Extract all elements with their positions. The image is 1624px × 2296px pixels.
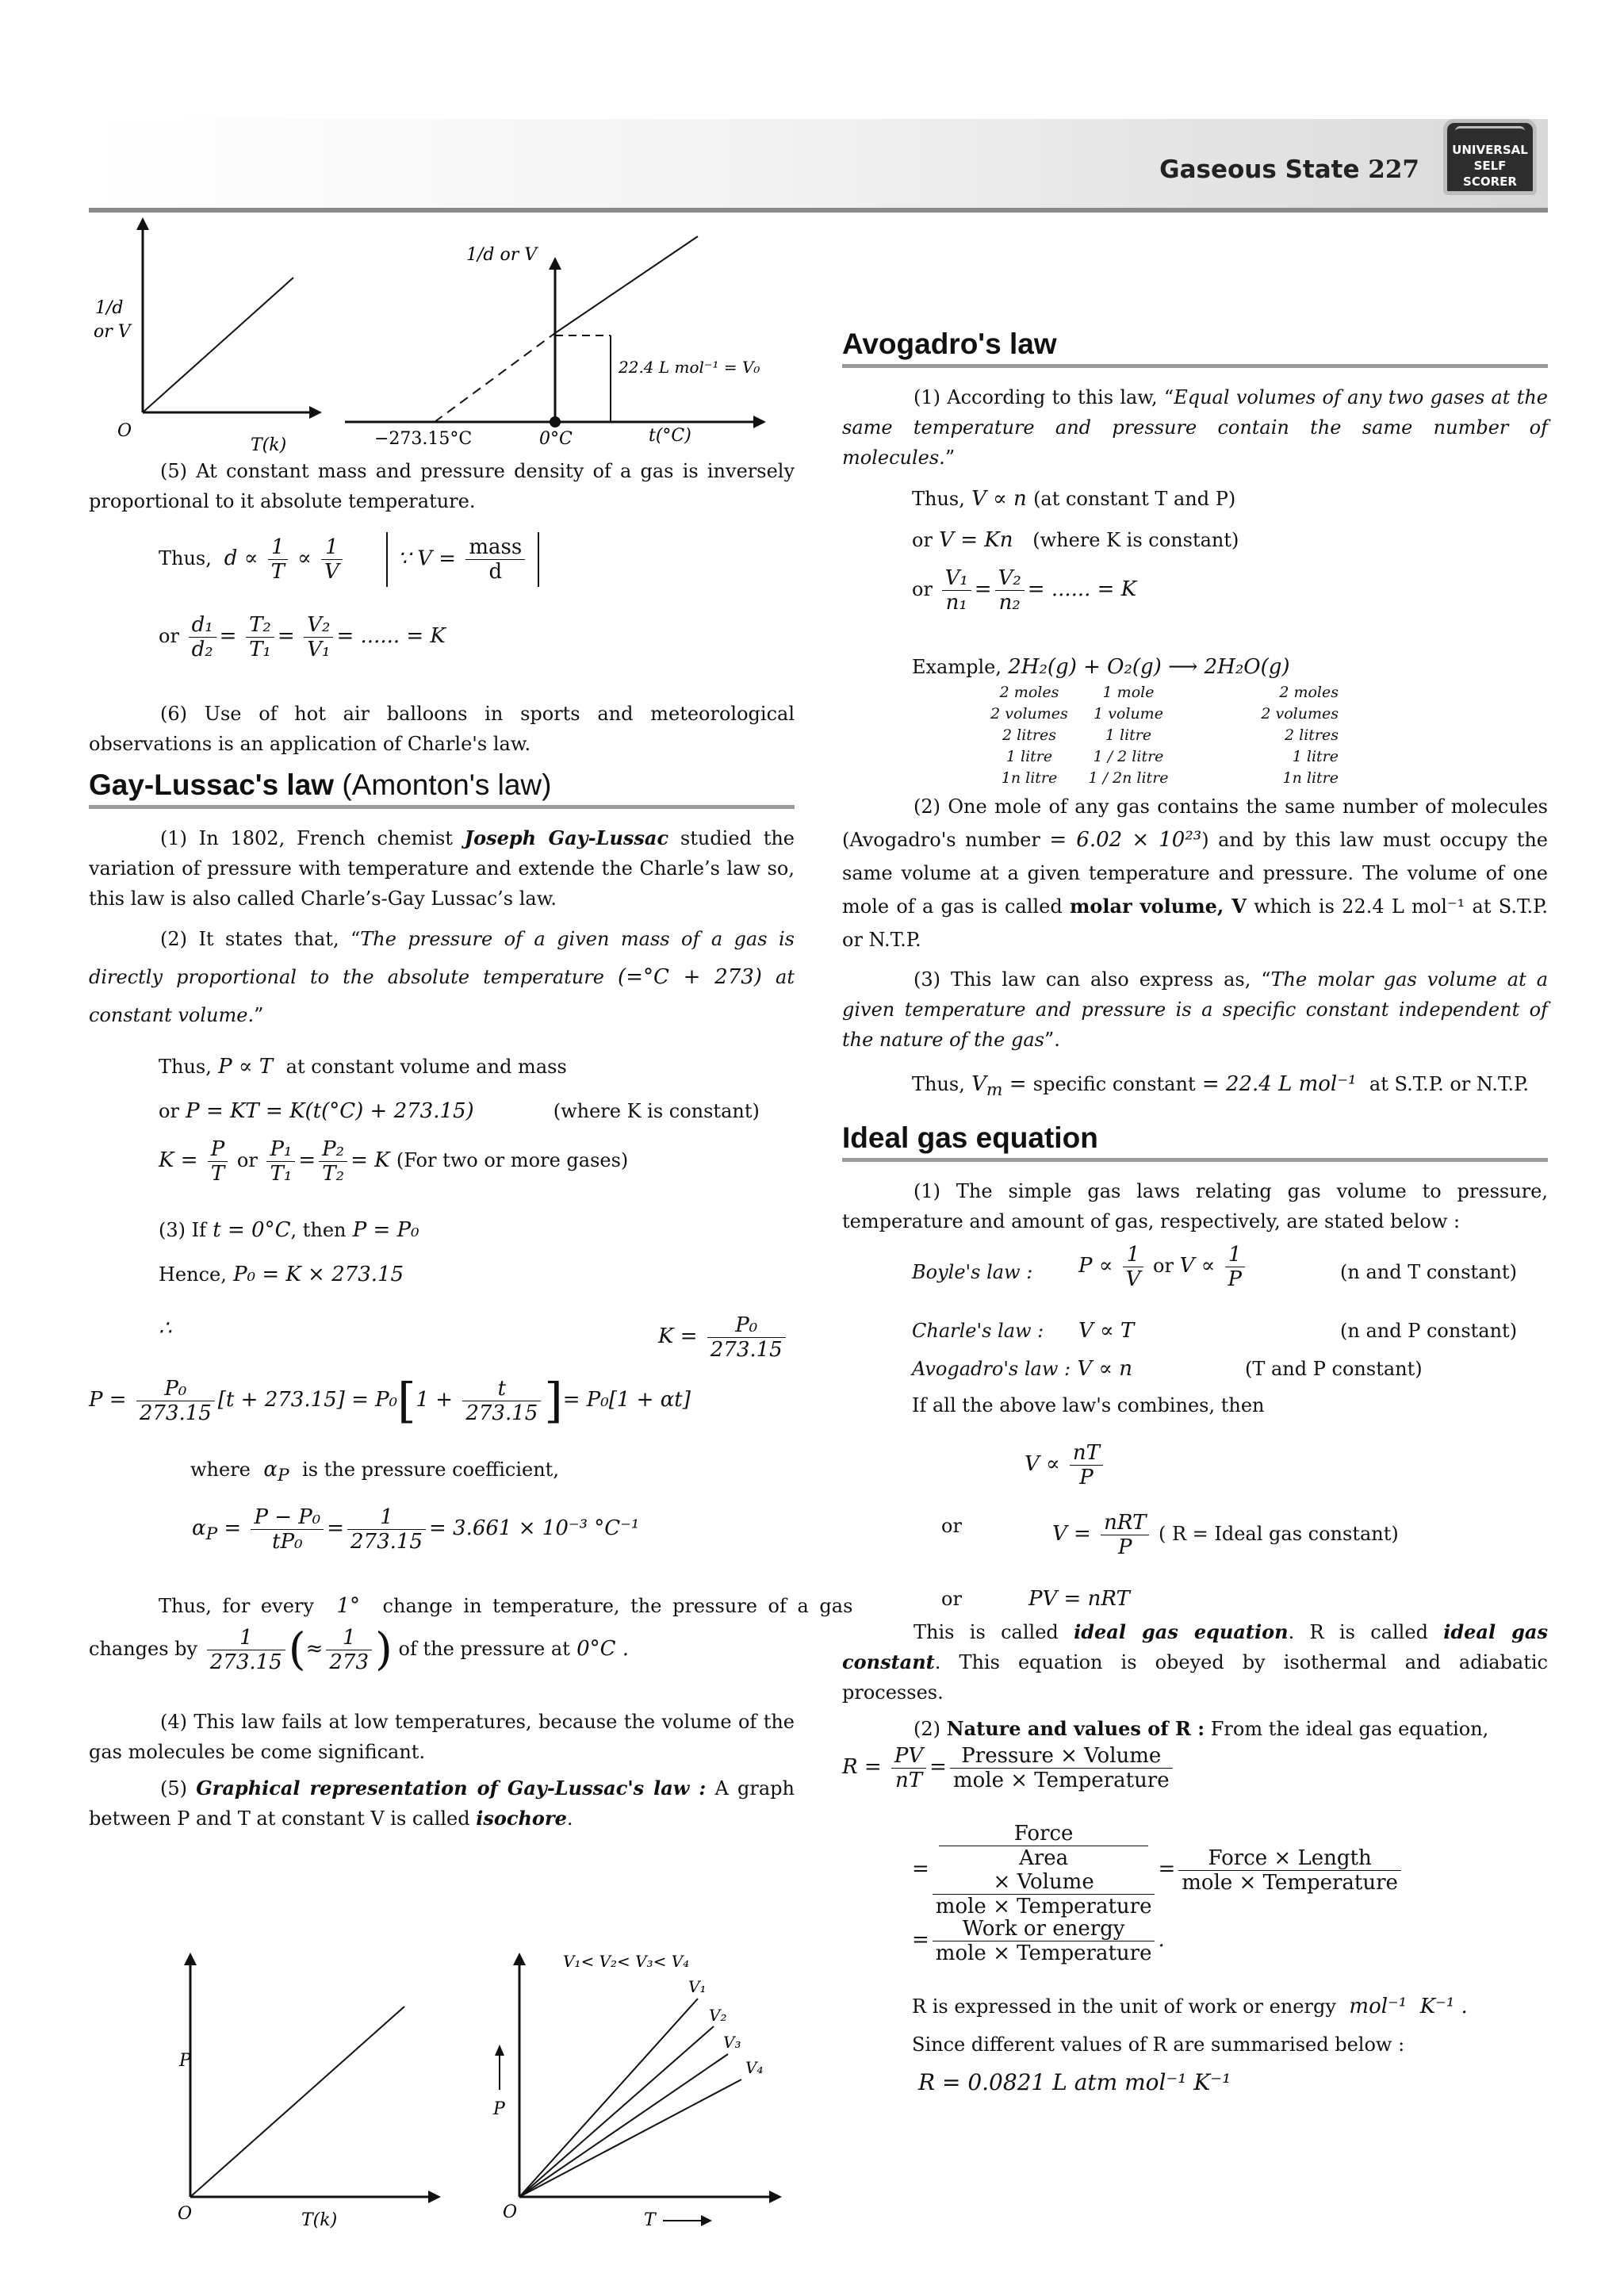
k-ratio-equation: K = $\frac{P}{T}$ or $\frac{\text{P₁}}{\text{T₁}}$ = $\frac{\text{P₂}}{\text{T₂}}$ = K (For two or more gases) xyxy=(159,1137,629,1186)
left-xlabel: T(k) xyxy=(251,435,287,455)
p-arrow-head xyxy=(495,2045,504,2056)
section-gay-lussac xyxy=(89,770,795,809)
text: of the pressure at xyxy=(398,1638,570,1661)
text: A graph between P and T at constant V is called xyxy=(89,1777,795,1830)
law-name: Boyle's law : xyxy=(912,1261,1033,1284)
vm-equation: Thus, $V_m$ = specific constant = 22.4 L mol⁻¹ at S.T.P. or N.T.P. xyxy=(912,1072,1530,1101)
law-statement: at constant volume. xyxy=(89,966,795,1026)
heading: Nature and values of R : xyxy=(946,1717,1205,1741)
text: (5) xyxy=(160,1777,197,1800)
condition: (at constant T and P) xyxy=(1033,488,1236,510)
r-force-form: = Force Area × Volume mole × Temperature = $\frac{\text{Force × Length}}{\text{mole × Temperature}}$ xyxy=(912,1822,1548,1909)
or-label: or xyxy=(941,1588,962,1611)
every-degree: Thus, for every 1° change in temperature, the pressure of a gas xyxy=(159,1594,853,1619)
plot-line xyxy=(143,278,293,412)
section-subtitle: (Amonton's law) xyxy=(342,769,552,801)
left-ylabel1: 1/d xyxy=(95,298,124,318)
or-label: or xyxy=(912,578,933,600)
cell: 1n litre xyxy=(1001,769,1058,787)
therefore-symbol: ∴ xyxy=(159,1317,172,1340)
text: change in temperature, the pressure of a gas xyxy=(382,1595,853,1618)
gay-point-1 xyxy=(89,823,795,914)
section-avogadro: Avogadro's law xyxy=(842,329,1548,368)
term: molar volume, V xyxy=(1069,895,1247,918)
plot-line xyxy=(190,2007,404,2197)
example-table xyxy=(982,682,1354,789)
text: (2) xyxy=(914,1718,947,1741)
origin-dot xyxy=(550,416,561,427)
isochore-v4 xyxy=(519,2079,741,2197)
logo-line2: SELF SCORER xyxy=(1463,159,1517,189)
charles-law-graphs xyxy=(79,214,809,460)
thus-label: Thus, xyxy=(159,547,212,569)
origin-label: O xyxy=(503,2202,518,2222)
right-xlabel: T xyxy=(644,2210,656,2230)
text: ” xyxy=(944,447,956,469)
law-statement: The pressure of a given mass of a gas is directly proportional to the absolute temperature xyxy=(89,928,795,988)
text: . This equation is obeyed by isothermal and adiabatic processes. xyxy=(842,1651,1548,1704)
text: (1) In 1802, French chemist xyxy=(160,827,465,849)
or-label: or xyxy=(159,625,179,647)
t-zero-condition: (3) If t = 0°C, then P = P₀ xyxy=(159,1218,419,1242)
axis-arrow xyxy=(769,2191,782,2203)
v-kn: or V = Kn (where K is constant) xyxy=(912,528,1239,552)
cell: 2 moles xyxy=(1279,684,1339,701)
cell: 1n litre xyxy=(1282,769,1339,787)
v-nrt-p: or V = $\frac{\text{nRT}}{P}$ ( R = Ideal gas constant) xyxy=(941,1511,1399,1560)
isochore-v2 xyxy=(519,2026,714,2197)
text: (3) This law can also express as, “ xyxy=(914,968,1271,991)
page-number: 227 xyxy=(1368,155,1419,184)
condition: (where K is constant) xyxy=(1032,529,1239,551)
gay-point-2 xyxy=(89,920,795,1034)
law-statement: The molar gas volume at a given temperature and pressure is a specific constant independent of the nature of the gas xyxy=(842,968,1548,1051)
text: ” xyxy=(254,1004,264,1026)
pv-nrt: or PV = nRT xyxy=(941,1587,1130,1612)
tick-minus273: −273.15°C xyxy=(374,429,473,449)
or-label: or xyxy=(912,529,933,551)
origin-label: O xyxy=(117,421,132,441)
section-title: Gay-Lussac's law xyxy=(89,769,335,801)
cell: 2 litres xyxy=(1285,726,1339,744)
avogadro-example: Example, 2H₂(g) + O₂(g) ⟶ 2H₂O(g) 2 moles 1 mole 2 moles 2 volumes 1 volume 2 volumes 2 litres 1 litre 2 litres 1 litre 1 / 2 litre 1 litre 1n litre 1 / 2n litre 1n litre xyxy=(912,652,1548,771)
cell: 1 mole xyxy=(1102,684,1155,701)
text: Hence, xyxy=(159,1263,227,1286)
text: From the ideal gas equation, xyxy=(1205,1718,1489,1741)
v0-label: 22.4 L mol⁻¹ = V₀ xyxy=(619,358,760,377)
text: ”. xyxy=(1044,1029,1060,1051)
scientist-name: Joseph Gay-Lussac xyxy=(464,826,669,849)
cell: 1 volume xyxy=(1094,705,1163,723)
v-ratio: or $\frac{\text{V₁}}{\text{n₁}}$ = $\frac{\text{V₂}}{\text{n₂}}$ = ...... = K xyxy=(912,566,1137,615)
text: studied the variation of pressure with temperature and extende the Charle’s law so, this law is also called Charle’s-Gay Lussac’s law. xyxy=(89,827,795,910)
v-prop-nt-p: V ∝ $\frac{nT}{P}$ xyxy=(1025,1441,1548,1504)
text: . R is called xyxy=(1288,1621,1444,1644)
label-v3: V₃ xyxy=(723,2033,741,2052)
cell: 1 litre xyxy=(1105,726,1152,744)
r-energy-form: = $\frac{\text{Work or energy}}{\text{mole × Temperature}}$ . xyxy=(912,1917,1165,1966)
isochore-v1 xyxy=(519,1999,698,2197)
condition: ( R = Ideal gas constant) xyxy=(1158,1523,1399,1546)
cell: 1 litre xyxy=(1005,748,1053,765)
avo-point-3 xyxy=(842,964,1548,1055)
law-name: Avogadro's law : xyxy=(912,1358,1071,1381)
gas-laws-list: Boyle's law : P ∝ $\frac{1}{V}$ or V ∝ $\frac{1}{P}$ (n and T constant) Charle's law : V ∝ T (n and P constant) Avogadro's law : V ∝ n (T and P constant) If all the above law's combines, then xyxy=(912,1243,1548,1441)
changes-by: changes by $\frac{1}{273.15}$ (≈ $\frac{1}{273}$ ) of the pressure at 0°C . xyxy=(89,1623,630,1676)
p0-equation: Hence, P₀ = K × 273.15 xyxy=(159,1263,404,1286)
axis-arrow xyxy=(753,416,766,428)
cell: 1 / 2n litre xyxy=(1088,769,1169,787)
alpha-equation: $\alpha_P$ = $\frac{\text{P − P₀}}{\text{tP₀}}$ = $\frac{1}{273.15}$ = 3.661 × 10⁻³ °C⁻¹ xyxy=(192,1505,640,1554)
p-kt-equation: or P = KT = K(t(°C) + 273.15) (where K is constant) xyxy=(159,1099,760,1123)
text: If all the above law's combines, then xyxy=(912,1394,1265,1417)
left-column xyxy=(89,456,853,1840)
section-ideal-gas: Ideal gas equation xyxy=(842,1123,1548,1162)
law-statement: Equal volumes of any two gases at the same temperature and pressure contain the same number of molecules. xyxy=(842,386,1549,469)
p-prop-t: Thus, P ∝ T at constant volume and mass xyxy=(159,1055,567,1079)
point-5-text: (5) At constant mass and pressure density of a gas is inversely proportional to it absolute temperature. xyxy=(89,460,795,512)
text: ) and by this law must occupy the same volume at a given temperature and pressure. The volume of one mole of a gas is called xyxy=(842,829,1548,918)
left-ylabel: P xyxy=(179,2051,191,2071)
header-rule xyxy=(89,208,1548,213)
law-name: Charle's law : xyxy=(912,1320,1044,1343)
label-v4: V₄ xyxy=(745,2058,764,2077)
thus-label: Thus, xyxy=(912,488,965,510)
origin-label: O xyxy=(178,2204,193,2224)
condition: (For two or more gases) xyxy=(396,1149,629,1171)
thus-label: Thus, xyxy=(912,1073,965,1095)
text: (1) According to this law, “ xyxy=(914,386,1174,408)
point-6-text: (6) Use of hot air balloons in sports and meteorological observations is an application of Charle's law. xyxy=(89,703,795,755)
text: (2) It states that, “ xyxy=(160,928,361,950)
density-equation: Thus, d ∝ $\frac{1}{T}$ ∝ $\frac{1}{V}$ ∵ V = $\frac{\text{mass}}{d}$ xyxy=(159,532,795,596)
cell: 2 moles xyxy=(999,684,1059,701)
ideal-called xyxy=(842,1617,1548,1708)
label-v2: V₂ xyxy=(709,2006,727,2025)
ideal-point-1: (1) The simple gas laws relating gas volume to pressure, temperature and amount of gas, respectively, are stated below : xyxy=(842,1180,1548,1233)
axis-arrow xyxy=(184,1953,197,1965)
gay-point-5 xyxy=(89,1773,795,1834)
text: . xyxy=(566,1807,573,1830)
logo-line1: UNIVERSAL xyxy=(1452,143,1528,157)
publisher-logo xyxy=(1443,119,1537,195)
text: This is called xyxy=(914,1621,1074,1644)
page-header xyxy=(1159,155,1419,184)
isochore-graphs xyxy=(159,1943,809,2244)
text: Example, xyxy=(912,656,1002,678)
text: , then xyxy=(290,1219,347,1241)
cell: 1 litre xyxy=(1292,748,1339,765)
v-prop-n: Thus, V ∝ n (at constant T and P) xyxy=(912,487,1236,511)
axis-arrow xyxy=(309,406,322,419)
axis-arrow xyxy=(549,257,561,270)
term: ideal gas equation xyxy=(1074,1620,1289,1644)
term: isochore xyxy=(476,1807,567,1830)
condition: (n and P constant) xyxy=(1340,1320,1518,1343)
text: R is expressed in the unit of work or energy xyxy=(912,1995,1336,2018)
header-title: Gaseous State xyxy=(1159,155,1360,184)
avogadro-number: = 6.02 × 10²³ xyxy=(1049,828,1202,852)
heading: Graphical representation of Gay-Lussac's law : xyxy=(196,1777,707,1800)
text: where xyxy=(190,1458,251,1481)
volume-order: V₁< V₂< V₃< V₄ xyxy=(563,1952,690,1971)
right-ylabel: P xyxy=(493,2099,505,2119)
axis-arrow xyxy=(428,2191,441,2203)
cell: 2 volumes xyxy=(990,705,1068,723)
or-label: or xyxy=(159,1100,179,1122)
right-column xyxy=(842,329,1548,2098)
avo-point-2 xyxy=(842,790,1548,956)
axis-arrow xyxy=(136,217,149,230)
r-definition: R = $\frac{PV}{nT}$ = $\frac{\text{Pressure × Volume}}{\text{mole × Temperature}}$ xyxy=(842,1744,1548,1807)
ideal-point-2 xyxy=(842,1714,1548,1744)
or-label: or xyxy=(941,1515,962,1538)
left-xlabel: T(k) xyxy=(301,2210,338,2230)
r-value: R = 0.0821 L atm mol⁻¹ K⁻¹ xyxy=(918,2069,1231,2096)
tick-zero: 0°C xyxy=(539,429,573,449)
label-v1: V₁ xyxy=(688,1977,707,1996)
where-alpha: where $\alpha_P$ is the pressure coefficient, xyxy=(190,1458,559,1486)
text: which is 22.4 L mol⁻¹ at S.T.P. or N.T.P. xyxy=(842,895,1548,951)
right-ylabel: 1/d or V xyxy=(466,245,538,265)
text: changes by xyxy=(89,1638,198,1661)
condition: at constant volume and mass xyxy=(285,1056,567,1078)
term: ideal gas constant xyxy=(842,1620,1548,1674)
text: at S.T.P. or N.T.P. xyxy=(1369,1073,1530,1095)
condition: (T and P constant) xyxy=(1245,1358,1423,1381)
text: (2) One mole of any gas contains the same number of molecules (Avogadro's number xyxy=(842,795,1548,851)
right-xlabel: t(°C) xyxy=(649,426,691,446)
gay-point-4: (4) This law fails at low temperatures, because the volume of the gas molecules be come significant. xyxy=(89,1711,795,1764)
cell: 2 litres xyxy=(1002,726,1056,744)
density-ratio-equation: or $\frac{\text{d₁}}{\text{d₂}}$ = $\frac{\text{T₂}}{\text{T₁}}$ = $\frac{\text{V₂}}{\text{V₁}}$ = ...... = K xyxy=(159,613,446,661)
axis-arrow xyxy=(513,1953,526,1965)
text: (3) If xyxy=(159,1219,206,1241)
extrapolated-line xyxy=(435,333,555,422)
k-p0-equation: ∴ K = $\frac{\text{P₀}}{273.15}$ xyxy=(159,1313,795,1369)
left-ylabel2: or V xyxy=(94,322,131,342)
r-since: Since different values of R are summarised below : xyxy=(912,2033,1405,2056)
text: Thus, for every xyxy=(159,1595,314,1618)
text: specific constant xyxy=(1032,1073,1196,1095)
condition: (where K is constant) xyxy=(553,1100,760,1122)
cell: 2 volumes xyxy=(1261,705,1339,723)
p-alpha-equation: P = $\frac{\text{P₀}}{273.15}$ [t + 273.15] = P₀[1 + $\frac{t}{273.15}$ ]= P₀[1 + αt] xyxy=(89,1373,691,1429)
plot-line xyxy=(555,236,698,333)
t-arrow-head xyxy=(701,2215,712,2226)
isochore-v3 xyxy=(519,2054,728,2197)
cell: 1 / 2 litre xyxy=(1093,748,1164,765)
condition: (n and T constant) xyxy=(1340,1261,1517,1284)
equation: (=°C + 273) xyxy=(618,965,762,989)
thus-label: Thus, xyxy=(159,1056,212,1078)
text: is the pressure coefficient, xyxy=(302,1458,559,1481)
avo-point-1 xyxy=(842,382,1548,473)
r-unit: R is expressed in the unit of work or energy mol⁻¹ K⁻¹ . xyxy=(912,1995,1468,2019)
